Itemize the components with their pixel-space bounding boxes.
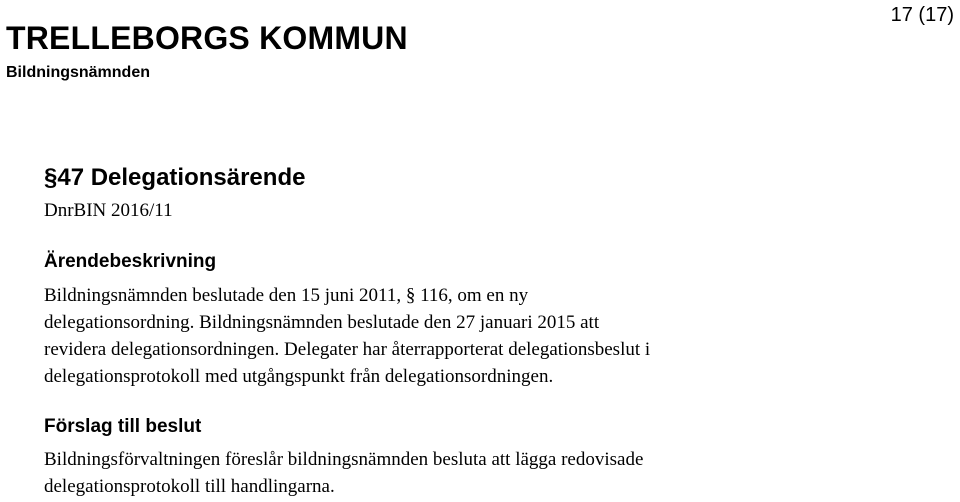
committee-name: Bildningsnämnden bbox=[6, 64, 150, 81]
description-line: revidera delegationsordningen. Delegater har återrapporterat delegationsbeslut i bbox=[44, 339, 651, 360]
section-title: §47 Delegationsärende bbox=[44, 164, 306, 191]
description-heading: Ärendebeskrivning bbox=[44, 251, 217, 272]
organization-name: TRELLEBORGS KOMMUN bbox=[6, 20, 408, 56]
description-line: delegationsordning. Bildningsnämnden beslutade den 27 januari 2015 att bbox=[44, 312, 600, 333]
page-number: 17 (17) bbox=[890, 4, 954, 26]
description-paragraph bbox=[44, 282, 944, 390]
proposal-line: Bildningsförvaltningen föreslår bildningsnämnden besluta att lägga redovisade bbox=[44, 449, 644, 470]
proposal-paragraph bbox=[44, 446, 944, 500]
description-line: delegationsprotokoll med utgångspunkt från delegationsordningen. bbox=[44, 366, 554, 387]
case-reference-number: DnrBIN 2016/11 bbox=[44, 200, 173, 221]
description-line: Bildningsnämnden beslutade den 15 juni 2011, § 116, om en ny bbox=[44, 285, 529, 306]
proposal-heading: Förslag till beslut bbox=[44, 416, 202, 437]
proposal-line: delegationsprotokoll till handlingarna. bbox=[44, 476, 335, 497]
